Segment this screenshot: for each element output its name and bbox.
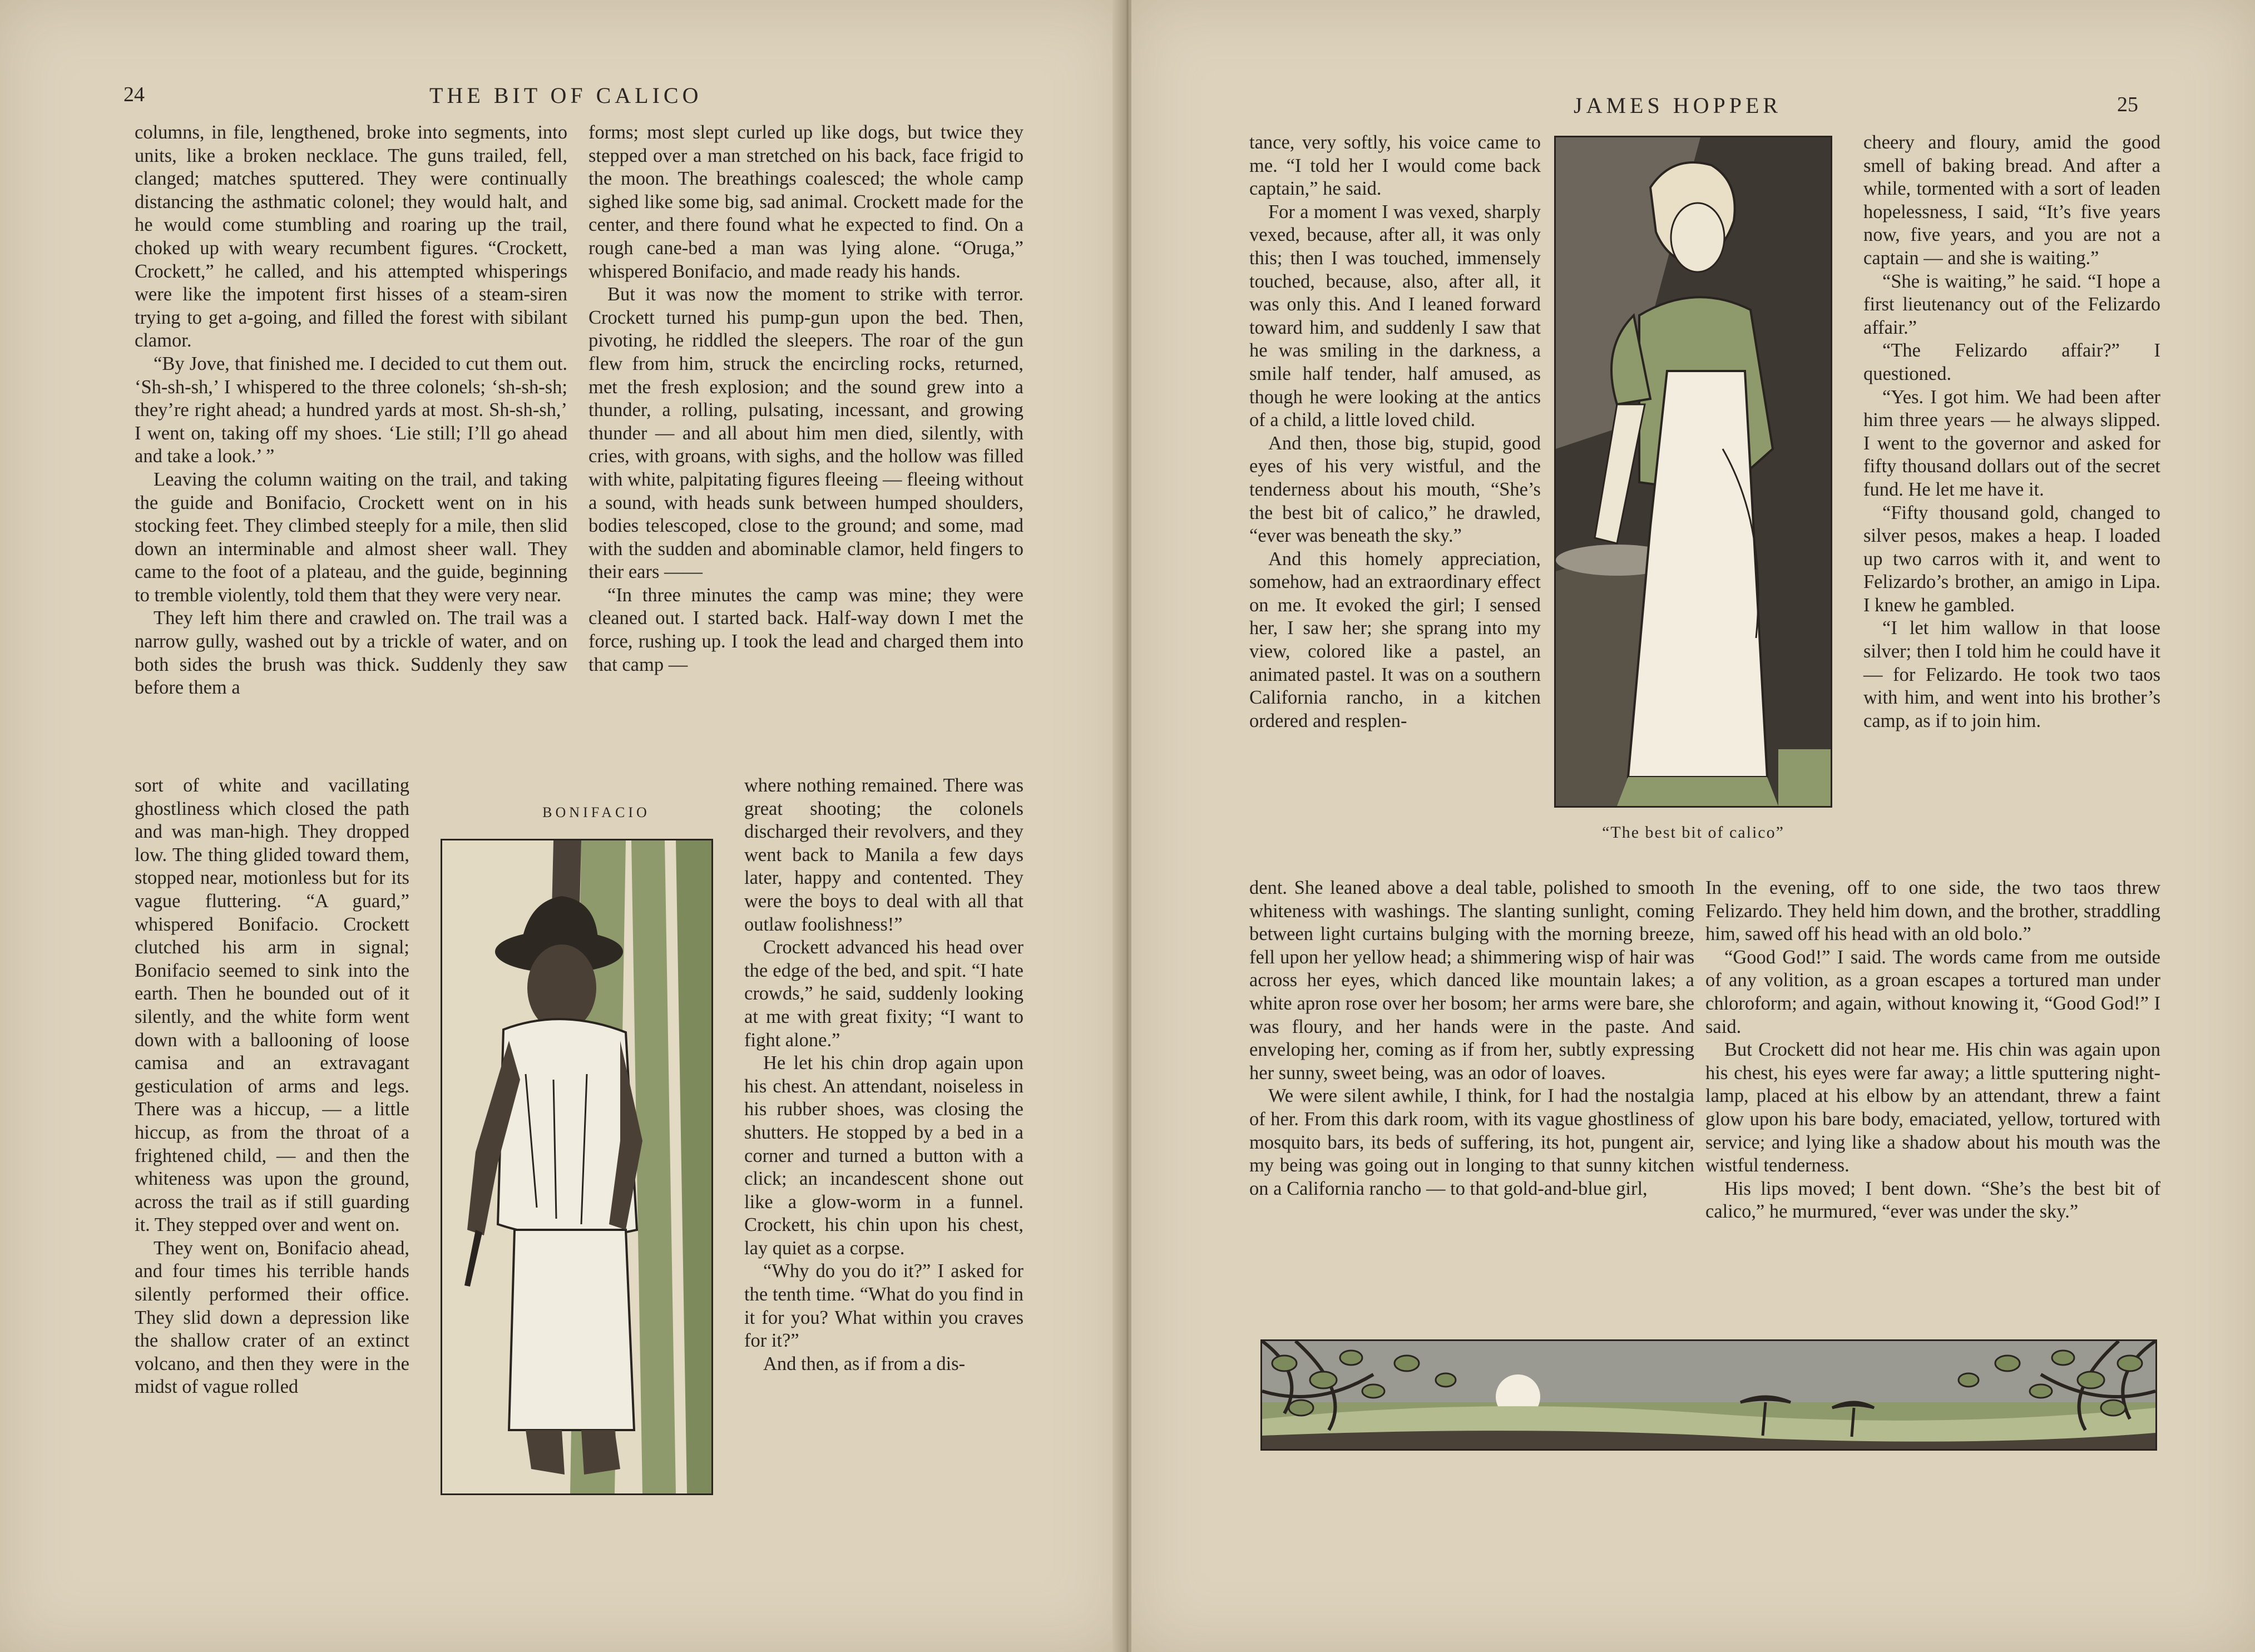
calico-girl-illustration — [1554, 136, 1832, 808]
paragraph: His lips moved; I bent down. “She’s the best bit of calico,” he murmured, “ever was under the sky.” — [1705, 1178, 2160, 1223]
paragraph: And then, those big, stupid, good eyes of his very wistful, and the tenderness about his mouth, “She’s the best bit of calico,” he drawled, “ever was beneath the sky.” — [1249, 432, 1541, 547]
paragraph: And this homely appreciation, somehow, had an extraordinary effect on me. It evoked the girl; I sensed her, I saw her; she sprang into my view, colored like a pastel, an animated pastel. It was on a southern California rancho, in a kitchen ordered and resplen- — [1249, 548, 1541, 731]
figure-caption-calico: “The best bit of calico” — [1602, 823, 1784, 842]
paragraph: “In three minutes the camp was mine; they were cleaned out. I started back. Half-way down I met the force, rushing up. I took the lead and charged them into that camp — — [589, 584, 1023, 675]
paragraph: where nothing remained. There was great shooting; the colonels discharged their revolvers, and they went back to Manila a few days later, happy and contented. They were the boys to deal with all that outlaw foolishness!” — [744, 775, 1023, 935]
left-column-1-top — [135, 121, 567, 700]
paragraph: forms; most slept curled up like dogs, but twice they stepped over a man stretched on his back, face frigid to the moon. The breathings coalesced; the whole camp sighed like some big, sad animal. Crockett made for the center, and there found what he expected to find. On a rough cane-bed a man was lying alone. “Oruga,” whispered Bonifacio, and made ready his hands. — [589, 122, 1023, 282]
page-number-left: 24 — [123, 83, 145, 106]
paragraph: “Why do you do it?” I asked for the tenth time. “What do you find in it for you? What within you craves for it?” — [744, 1260, 1023, 1352]
left-page — [0, 0, 1124, 1652]
paragraph: He let his chin drop again upon his chest. An attendant, noiseless in his rubber shoes, was closing the shutters. He stopped by a bed in a corner and turned a button with a click; an incandescent shone out like a glow-worm in a funnel. Crockett, his chin upon his chest, lay quiet as a corpse. — [744, 1052, 1023, 1259]
paragraph: “Fifty thousand gold, changed to silver pesos, makes a heap. I loaded up two carros with it, and went to Felizardo’s brother, an amigo in Lipa. I knew he gambled. — [1863, 502, 2160, 616]
running-head-right: JAMES HOPPER — [1574, 93, 1782, 118]
bonifacio-drawing — [442, 840, 711, 1493]
right-page — [1131, 0, 2255, 1652]
paragraph: “The Felizardo affair?” I questioned. — [1863, 340, 2160, 384]
paragraph: We were silent awhile, I think, for I had the nostalgia of her. From this dark room, with its vague ghostliness of mosquito bars, its beds of suffering, its hot, pungent air, my being was going out in longing to that sunny kitchen on a California rancho — to that gold-and-blue girl, — [1249, 1085, 1694, 1199]
paragraph: But it was now the moment to strike with terror. Crockett turned his pump-gun upon the bed. Then, pivoting, he riddled the sleepers. The roar of the gun flew from him, struck the encircling rocks, returned, met the fresh explosion; and the sound grew into a thunder, a rolling, pulsating, incessant, and growing thunder — and all about him men died, silently, with cries, with groans, with sighs, and the hollow was filled with white, palpitating figures fleeing — fleeing without a sound, with heads sunk between humped shoulders, bodies telescoped, close to the ground; and some, mad with the sudden and abominable clamor, held fingers to their ears —— — [589, 284, 1023, 583]
paragraph: “I let him wallow in that loose silver; then I told him he could have it — for Felizardo. He took two taos with him, and went into his brother’s camp, as if to join him. — [1863, 617, 2160, 731]
paragraph: “By Jove, that finished me. I decided to cut them out. ‘Sh-sh-sh,’ I whispered to the three colonels; ‘sh-sh-sh; they’re right ahead; a hundred yards at most. Sh-sh-sh,’ I went on, taking off my shoes. ‘Lie still; I’ll go ahead and take a look.’ ” — [135, 353, 567, 467]
paragraph: They left him there and crawled on. The trail was a narrow gully, washed out by a trickle of water, and on both sides the brush was thick. Suddenly they saw before them a — [135, 607, 567, 699]
landscape-tailpiece — [1260, 1339, 2157, 1451]
paragraph: dent. She leaned above a deal table, polished to smooth whiteness with washings. The slanting sunlight, coming between light curtains bulging with the morning breeze, fell upon her yellow head; a shimmering wisp of hair was across her eyes, which danced like mountain lakes; a white apron rose over her bosom; her arms were bare, she was floury, and her hands were in the paste. And enveloping her, coming as if from her, subtly expressing her sunny, sweet being, was an odor of loaves. — [1249, 877, 1694, 1084]
paragraph: cheery and floury, amid the good smell of baking bread. And after a while, tormented with a sort of leaden hopelessness, I said, “It’s five years now, five years, and you are not a captain — and she is waiting.” — [1863, 132, 2160, 269]
running-head-left: THE BIT OF CALICO — [429, 83, 703, 108]
left-column-1-narrow — [135, 774, 409, 1399]
paragraph: “Yes. I got him. We had been after him three years — he always slipped. I went to the governor and asked for fifty thousand dollars out of the secret fund. He let me have it. — [1863, 386, 2160, 500]
page-number-right: 25 — [2117, 93, 2138, 116]
landscape-drawing — [1262, 1341, 2155, 1449]
paragraph: “She is waiting,” he said. “I hope a first lieutenancy out of the Felizardo affair.” — [1863, 270, 2160, 338]
paragraph: And then, as if from a dis- — [763, 1353, 966, 1374]
paragraph: “Good God!” I said. The words came from me outside of any volition, as a groan escapes a tortured man under chloroform; and again, without knowing it, “Good God!” I said. — [1705, 946, 2160, 1037]
paragraph: They went on, Bonifacio ahead, and four times his terrible hands silently performed their office. They slid down a depression like the shallow crater of an extinct volcano, and then they were in the midst of vague rolled — [135, 1237, 409, 1398]
paragraph: columns, in file, lengthened, broke into segments, into units, like a broken necklace. The guns trailed, fell, clanged; matches sputtered. They were continually distancing the asthmatic colonel; they would halt, and he would come stumbling and roaring up the trail, choked up with weary recumbent figures. “Crockett, Crockett,” he called, and his attempted whisperings were like the impotent first hisses of a steam-siren trying to get a-going, and filled the forest with sibilant clamor. — [135, 122, 567, 352]
paragraph: Leaving the column waiting on the trail, and taking the guide and Bonifacio, Crockett went on in his stocking feet. They climbed steeply for a mile, then slid down an interminable and almost sheer wall. They came to the foot of a plateau, and the guide, beginning to tremble violently, told them that they were very near. — [135, 468, 567, 606]
right-column-b-narrow — [1863, 131, 2160, 733]
paragraph: sort of white and vacillating ghostliness which closed the path and was man-high. They dropped low. The thing glided toward them, stopped near, motionless but for its vague fluttering. “A guard,” whispered Bonifacio. Crockett clutched his arm in signal; Bonifacio seemed to sink into the earth. Then he bounded out of it silently, and the white form went down with a ballooning of loose camisa and an extravagant gesticulation of arms and legs. There was a hiccup, — a little hiccup, as from the throat of a frightened child, — and then the whiteness was upon the ground, across the trail as if still guarding it. They stepped over and went on. — [135, 775, 409, 1236]
paragraph: In the evening, off to one side, the two taos threw Felizardo. They held him down, and the brother, straddling him, sawed off his head with an old bolo.” — [1705, 877, 2160, 945]
right-column-a-wide — [1249, 877, 1694, 1200]
figure-caption-bonifacio: BONIFACIO — [542, 804, 650, 820]
right-column-b-wide — [1705, 877, 2160, 1224]
paragraph: For a moment I was vexed, sharply vexed, because, after all, it was only this; then I was touched, immensely touched, because, also, after all, it was only this. And I leaned forward toward him, and suddenly I saw that he was smiling in the darkness, a smile half tender, half amused, as though he were looking at the antics of a child, a little loved child. — [1249, 201, 1541, 431]
left-column-2-top — [589, 121, 1023, 676]
right-column-a-narrow — [1249, 131, 1541, 733]
bonifacio-illustration — [441, 839, 713, 1495]
calico-girl-drawing — [1556, 137, 1831, 806]
left-column-2-narrow — [744, 774, 1023, 1376]
paragraph: Crockett advanced his head over the edge of the bed, and spit. “I hate crowds,” he said, suddenly looking at me with great fixity; “I want to fight alone.” — [744, 937, 1023, 1051]
paragraph: tance, very softly, his voice came to me. “I told her I would come back captain,” he said. — [1249, 132, 1541, 200]
paragraph: But Crockett did not hear me. His chin was again upon his chest, his eyes were far away; a little sputtering night-lamp, placed at his elbow by an attendant, threw a faint glow upon his bare body, emaciated, yellow, tortured with service; and lying like a shadow about his mouth was the wistful tenderness. — [1705, 1039, 2160, 1176]
